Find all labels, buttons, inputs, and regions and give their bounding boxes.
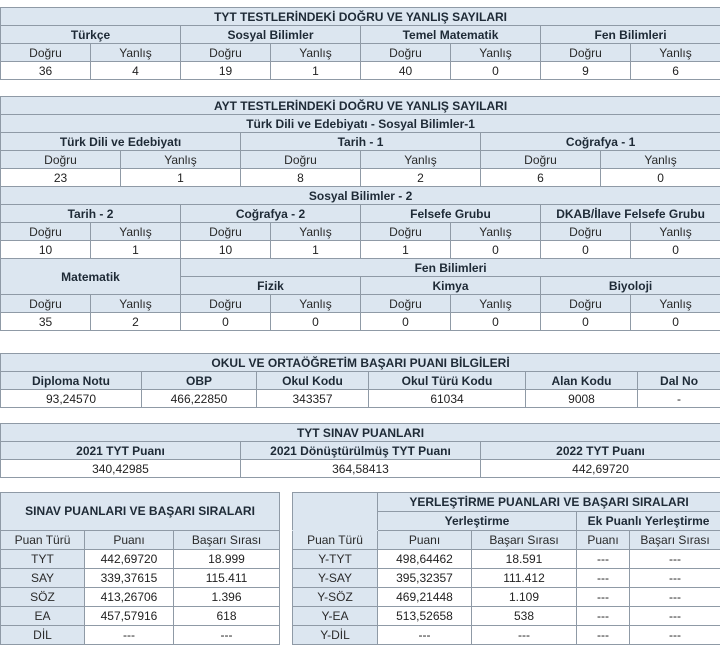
ayt-kimya-dogru: 0 — [361, 313, 451, 331]
ayt-fen-title: Fen Bilimleri — [181, 259, 720, 277]
ek-puan-value: --- — [577, 607, 630, 626]
dogru-label: Doğru — [181, 295, 271, 313]
ayt-matematik-yanlis: 2 — [91, 313, 181, 331]
alan-kodu-header: Alan Kodu — [526, 372, 638, 390]
ayt-group2-title: Sosyal Bilimler - 2 — [1, 187, 720, 205]
okul-turu-kodu-header: Okul Türü Kodu — [369, 372, 526, 390]
ayt-title: AYT TESTLERİNDEKİ DOĞRU VE YANLIŞ SAYILARI — [1, 97, 720, 115]
table-row — [293, 569, 720, 588]
ayt-tarih1-dogru: 8 — [241, 169, 361, 187]
dogru-label: Doğru — [541, 44, 631, 62]
sira-value: 1.396 — [174, 588, 280, 607]
ayt-test-table — [0, 96, 720, 331]
yanlis-label: Yanlış — [451, 223, 541, 241]
diploma-notu-value: 93,24570 — [1, 390, 142, 408]
dogru-label: Doğru — [361, 44, 451, 62]
okul-title: OKUL VE ORTAÖĞRETİM BAŞARI PUANI BİLGİLERİ — [1, 354, 720, 372]
ayt-kimya-yanlis: 0 — [451, 313, 541, 331]
dogru-label: Doğru — [541, 295, 631, 313]
puani-header: Puanı — [85, 531, 174, 550]
tyt-test-table — [0, 7, 720, 80]
tyt-matematik-dogru: 40 — [361, 62, 451, 80]
okul-kodu-value: 343357 — [257, 390, 369, 408]
okul-kodu-header: Okul Kodu — [257, 372, 369, 390]
yanlis-label: Yanlış — [91, 44, 181, 62]
obp-value: 466,22850 — [142, 390, 257, 408]
puan-value: 498,64462 — [378, 550, 472, 569]
puani-header: Puanı — [378, 531, 472, 550]
basari-sirasi-header: Başarı Sırası — [174, 531, 280, 550]
ayt-cografya2-dogru: 10 — [181, 241, 271, 259]
tyt-2021-donusturulmus-value: 364,58413 — [241, 460, 481, 478]
yanlis-label: Yanlış — [631, 223, 720, 241]
dogru-label: Doğru — [481, 151, 601, 169]
table-row — [293, 607, 720, 626]
table-row — [1, 588, 280, 607]
ek-basari-sirasi-header: Başarı Sırası — [630, 531, 720, 550]
ayt-subject-kimya: Kimya — [361, 277, 541, 295]
tyt-subject-turkce: Türkçe — [1, 26, 181, 44]
ek-sira-value: --- — [630, 550, 720, 569]
ayt-biyoloji-dogru: 0 — [541, 313, 631, 331]
okul-turu-kodu-value: 61034 — [369, 390, 526, 408]
obp-header: OBP — [142, 372, 257, 390]
yanlis-label: Yanlış — [361, 151, 481, 169]
ayt-edebiyat-dogru: 23 — [1, 169, 121, 187]
puan-turu-ysay: Y-SAY — [293, 569, 378, 588]
sira-value: --- — [472, 626, 577, 645]
puan-value: 339,37615 — [85, 569, 174, 588]
dogru-label: Doğru — [181, 223, 271, 241]
ek-sira-value: --- — [630, 569, 720, 588]
tyt-puan-table — [0, 423, 720, 478]
ayt-biyoloji-yanlis: 0 — [631, 313, 720, 331]
sira-value: 115.411 — [174, 569, 280, 588]
tyt-2022-header: 2022 TYT Puanı — [481, 442, 720, 460]
tyt-fen-yanlis: 6 — [631, 62, 720, 80]
table-row — [1, 626, 280, 645]
tyt-2022-value: 442,69720 — [481, 460, 720, 478]
dogru-label: Doğru — [1, 44, 91, 62]
tyt-turkce-dogru: 36 — [1, 62, 91, 80]
sira-value: --- — [174, 626, 280, 645]
yerlestirme-table — [292, 492, 720, 645]
tyt-2021-value: 340,42985 — [1, 460, 241, 478]
ek-puanli-sub: Ek Puanlı Yerleştirme — [577, 512, 720, 531]
puan-value: 513,52658 — [378, 607, 472, 626]
dogru-label: Doğru — [181, 44, 271, 62]
puan-turu-header: Puan Türü — [1, 531, 85, 550]
ayt-cografya1-dogru: 6 — [481, 169, 601, 187]
dal-no-header: Dal No — [638, 372, 720, 390]
ayt-fizik-yanlis: 0 — [271, 313, 361, 331]
sira-value: 538 — [472, 607, 577, 626]
ek-sira-value: --- — [630, 607, 720, 626]
ayt-subject-matematik: Matematik — [1, 259, 181, 295]
sira-value: 1.109 — [472, 588, 577, 607]
ayt-cografya2-yanlis: 1 — [271, 241, 361, 259]
diploma-notu-header: Diploma Notu — [1, 372, 142, 390]
ayt-group1-title: Türk Dili ve Edebiyatı - Sosyal Bilimler-1 — [1, 115, 720, 133]
tyt-subject-matematik: Temel Matematik — [361, 26, 541, 44]
yanlis-label: Yanlış — [91, 223, 181, 241]
yanlis-label: Yanlış — [91, 295, 181, 313]
ek-puan-value: --- — [577, 569, 630, 588]
dogru-label: Doğru — [361, 295, 451, 313]
puan-value: 442,69720 — [85, 550, 174, 569]
sira-value: 18.999 — [174, 550, 280, 569]
dogru-label: Doğru — [361, 223, 451, 241]
ek-puan-value: --- — [577, 588, 630, 607]
puan-turu-ysoz: Y-SÖZ — [293, 588, 378, 607]
tyt-fen-dogru: 9 — [541, 62, 631, 80]
ayt-felsefe-yanlis: 0 — [451, 241, 541, 259]
sira-value: 18.591 — [472, 550, 577, 569]
tyt-sosyal-dogru: 19 — [181, 62, 271, 80]
puan-turu-tyt: TYT — [1, 550, 85, 569]
sira-value: 618 — [174, 607, 280, 626]
ayt-subject-felsefe: Felsefe Grubu — [361, 205, 541, 223]
tyt-subject-sosyal: Sosyal Bilimler — [181, 26, 361, 44]
yanlis-label: Yanlış — [271, 295, 361, 313]
ayt-subject-biyoloji: Biyoloji — [541, 277, 720, 295]
yerlestirme-blank — [293, 493, 378, 531]
table-row — [1, 569, 280, 588]
yanlis-label: Yanlış — [451, 295, 541, 313]
yerlestirme-sub: Yerleştirme — [378, 512, 577, 531]
puan-value: --- — [85, 626, 174, 645]
puan-turu-say: SAY — [1, 569, 85, 588]
ek-sira-value: --- — [630, 626, 720, 645]
dogru-label: Doğru — [241, 151, 361, 169]
tyt-title: TYT TESTLERİNDEKİ DOĞRU VE YANLIŞ SAYILARI — [1, 8, 720, 26]
table-row — [293, 550, 720, 569]
puan-turu-dil: DİL — [1, 626, 85, 645]
ek-puani-header: Puanı — [577, 531, 630, 550]
tyt-sosyal-yanlis: 1 — [271, 62, 361, 80]
table-row — [293, 626, 720, 645]
puan-turu-ydil: Y-DİL — [293, 626, 378, 645]
ayt-subject-dkab: DKAB/İlave Felsefe Grubu — [541, 205, 720, 223]
ayt-matematik-dogru: 35 — [1, 313, 91, 331]
ayt-dkab-dogru: 0 — [541, 241, 631, 259]
yanlis-label: Yanlış — [601, 151, 720, 169]
ayt-subject-edebiyat: Türk Dili ve Edebiyatı — [1, 133, 241, 151]
dogru-label: Doğru — [1, 295, 91, 313]
puan-value: 457,57916 — [85, 607, 174, 626]
ek-puan-value: --- — [577, 626, 630, 645]
sinav-puan-table — [0, 492, 280, 645]
ayt-tarih1-yanlis: 2 — [361, 169, 481, 187]
tyt-turkce-yanlis: 4 — [91, 62, 181, 80]
ek-sira-value: --- — [630, 588, 720, 607]
ayt-subject-fizik: Fizik — [181, 277, 361, 295]
ayt-subject-tarih1: Tarih - 1 — [241, 133, 481, 151]
yanlis-label: Yanlış — [451, 44, 541, 62]
puan-turu-ytyt: Y-TYT — [293, 550, 378, 569]
puan-value: 395,32357 — [378, 569, 472, 588]
dogru-label: Doğru — [1, 151, 121, 169]
yanlis-label: Yanlış — [121, 151, 241, 169]
yanlis-label: Yanlış — [271, 223, 361, 241]
yanlis-label: Yanlış — [271, 44, 361, 62]
puan-turu-header: Puan Türü — [293, 531, 378, 550]
tyt-2021-donusturulmus-header: 2021 Dönüştürülmüş TYT Puanı — [241, 442, 481, 460]
yanlis-label: Yanlış — [631, 44, 720, 62]
yerlestirme-title: YERLEŞTİRME PUANLARI VE BAŞARI SIRALARI — [378, 493, 720, 512]
table-row — [293, 588, 720, 607]
puan-value: 469,21448 — [378, 588, 472, 607]
ayt-felsefe-dogru: 1 — [361, 241, 451, 259]
sira-value: 111.412 — [472, 569, 577, 588]
ayt-tarih2-yanlis: 1 — [91, 241, 181, 259]
puan-value: --- — [378, 626, 472, 645]
ayt-subject-tarih2: Tarih - 2 — [1, 205, 181, 223]
tyt-puan-title: TYT SINAV PUANLARI — [1, 424, 720, 442]
ayt-fizik-dogru: 0 — [181, 313, 271, 331]
ayt-cografya1-yanlis: 0 — [601, 169, 720, 187]
dogru-label: Doğru — [541, 223, 631, 241]
tyt-matematik-yanlis: 0 — [451, 62, 541, 80]
ayt-edebiyat-yanlis: 1 — [121, 169, 241, 187]
ek-puan-value: --- — [577, 550, 630, 569]
basari-sirasi-header: Başarı Sırası — [472, 531, 577, 550]
puan-turu-yea: Y-EA — [293, 607, 378, 626]
ayt-subject-cografya2: Coğrafya - 2 — [181, 205, 361, 223]
okul-table — [0, 353, 720, 408]
puan-turu-ea: EA — [1, 607, 85, 626]
ayt-dkab-yanlis: 0 — [631, 241, 720, 259]
tyt-2021-header: 2021 TYT Puanı — [1, 442, 241, 460]
ayt-subject-cografya1: Coğrafya - 1 — [481, 133, 720, 151]
alan-kodu-value: 9008 — [526, 390, 638, 408]
dogru-label: Doğru — [1, 223, 91, 241]
ayt-tarih2-dogru: 10 — [1, 241, 91, 259]
puan-turu-soz: SÖZ — [1, 588, 85, 607]
yanlis-label: Yanlış — [631, 295, 720, 313]
table-row — [1, 607, 280, 626]
dal-no-value: - — [638, 390, 720, 408]
table-row — [1, 550, 280, 569]
tyt-subject-fen: Fen Bilimleri — [541, 26, 720, 44]
puan-value: 413,26706 — [85, 588, 174, 607]
sinav-title: SINAV PUANLARI VE BAŞARI SIRALARI — [1, 493, 280, 531]
